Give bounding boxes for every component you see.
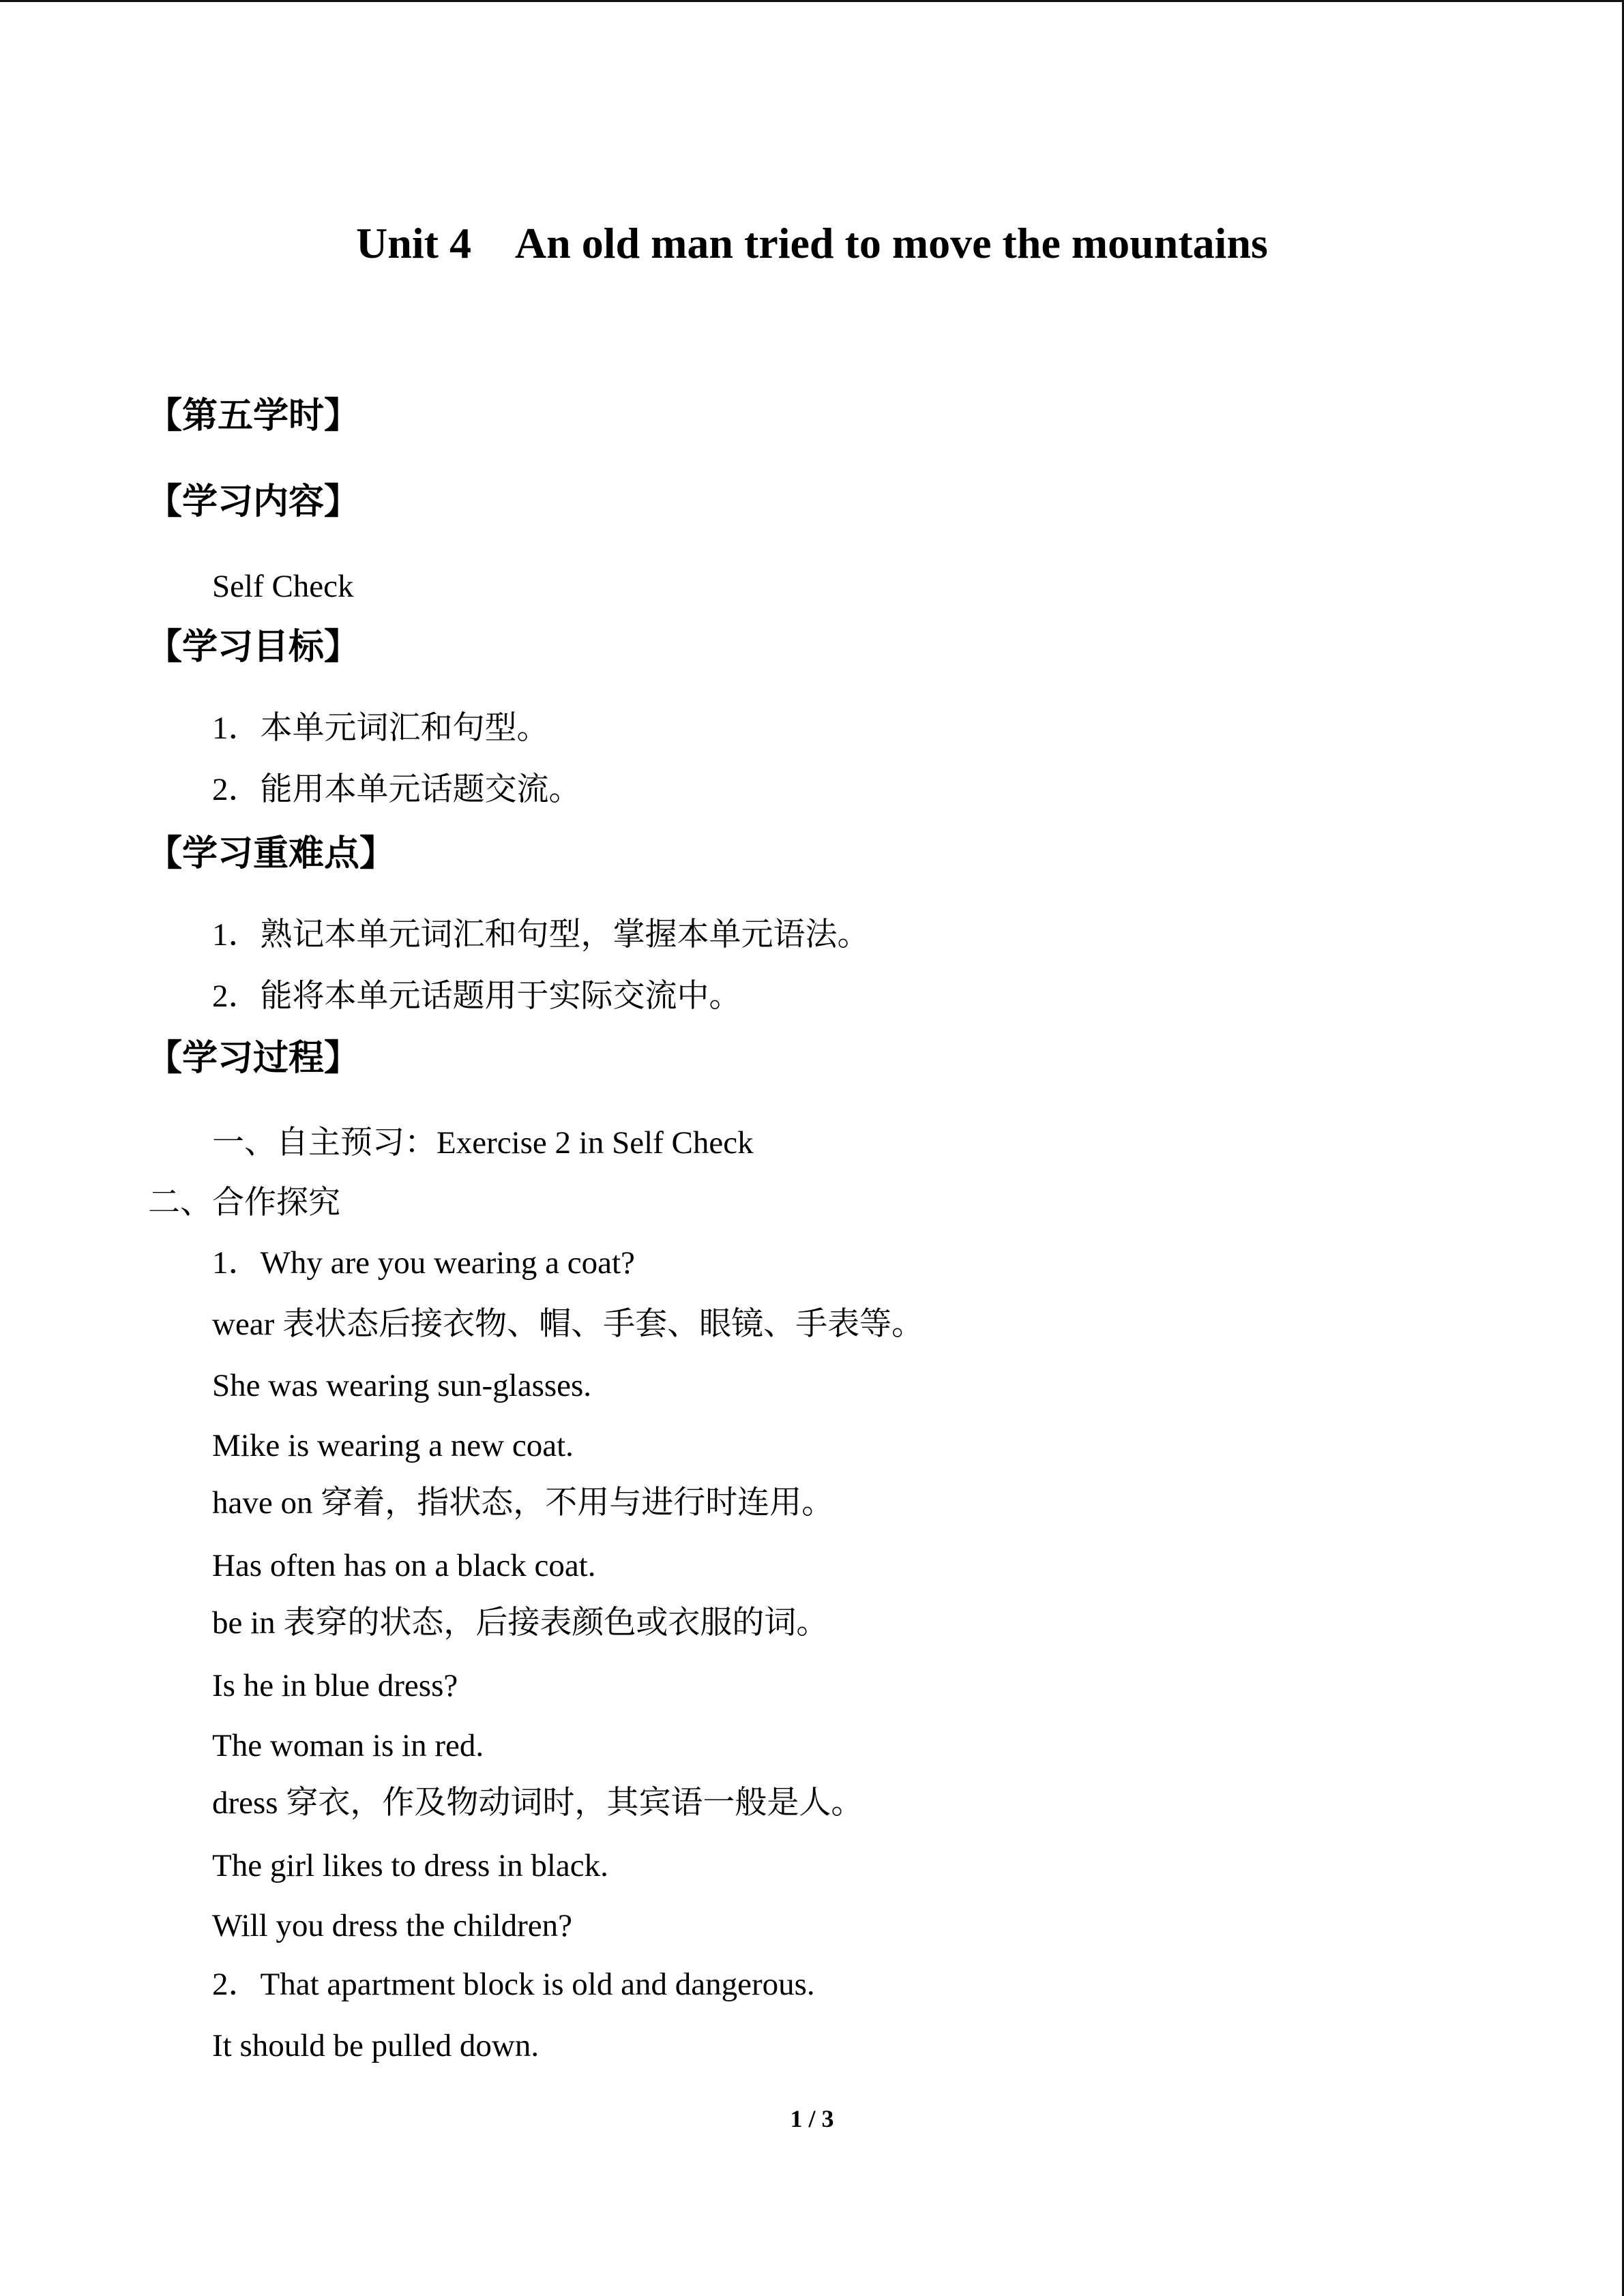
process-line: She was wearing sun-glasses. [212,1368,592,1403]
section-heading-objectives: 【学习目标】 [147,628,360,667]
process-line: Mike is wearing a new coat. [212,1428,574,1463]
process-line: Will you dress the children? [212,1908,573,1943]
content-text: Self Check [212,569,354,604]
process-preview: 一、自主预习：Exercise 2 in Self Check [212,1125,754,1161]
process-line: be in 表穿的状态，后接表颜色或衣服的词。 [212,1605,829,1641]
process-line: The woman is in red. [212,1728,484,1763]
section-heading-content: 【学习内容】 [147,483,360,522]
key-point-item: 1．熟记本单元词汇和句型，掌握本单元语法。 [212,917,870,953]
process-line: 1．Why are you wearing a coat? [212,1245,635,1281]
process-line: wear 表状态后接衣物、帽、手套、眼镜、手表等。 [212,1307,924,1342]
process-line: Has often has on a black coat. [212,1548,596,1583]
section-heading-period: 【第五学时】 [147,397,360,436]
key-point-item: 2．能将本单元话题用于实际交流中。 [212,979,741,1014]
process-line: 2．That apartment block is old and dangerous. [212,1967,815,2002]
process-line: dress 穿衣，作及物动词时，其宾语一般是人。 [212,1785,863,1821]
objective-item: 2．能用本单元话题交流。 [212,772,581,807]
objective-item: 1．本单元词汇和句型。 [212,711,549,746]
process-explore-heading: 二、合作探究 [148,1185,340,1221]
section-heading-key-points: 【学习重难点】 [147,835,396,874]
section-heading-process: 【学习过程】 [147,1039,360,1078]
process-line: Is he in blue dress? [212,1668,458,1703]
process-line: It should be pulled down. [212,2028,540,2063]
process-line: The girl likes to dress in black. [212,1848,608,1883]
page-number: 1 / 3 [790,2105,834,2132]
page-title: Unit 4 An old man tried to move the mountains [356,219,1268,267]
process-line: have on 穿着，指状态，不用与进行时连用。 [212,1485,834,1521]
